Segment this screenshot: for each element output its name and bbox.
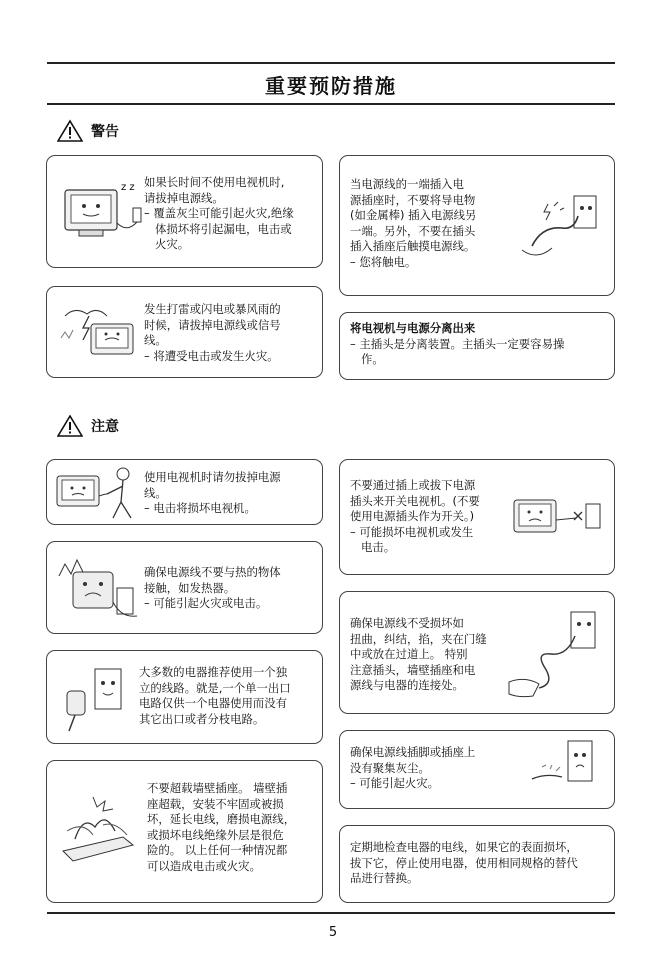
warning-box-thunderstorm (46, 286, 323, 378)
caution-2-line-3: – 可能引起火灾或电击。 (144, 596, 268, 610)
caution-3-line-4: 其它出口或者分枝电路。 (139, 711, 265, 726)
warning-1-line-3: – 覆盖灰尘可能引起火灾,绝缘 (144, 206, 294, 220)
warning-4-line-1: – 主插头是分离装置。主插头一定要容易操 (350, 336, 565, 351)
warning-box-unplug-long-time (46, 155, 323, 268)
caution-5-line-4: – 可能损坏电视机或发生 (350, 524, 474, 539)
warning-2-line-1: 发生打雷或闪电或暴风雨的 (144, 302, 281, 316)
caution-2-line-2: 接触，如发热器。 (144, 580, 236, 595)
caution-5-line-2: 插头来开关电视机。(不要 (350, 493, 480, 508)
warning-1-line-5: 火灾。 (155, 237, 190, 251)
caution-6-line-5: 源线与电器的连接处。 (350, 678, 464, 692)
caution-6-line-3: 中或放在过道上。 特别 (350, 647, 468, 661)
caution-8-line-2: 拔下它，停止使用电器，使用相同规格的替代 (350, 855, 578, 870)
warning-triangle-icon (57, 119, 83, 143)
caution-3-line-1: 大多数的电器推荐使用一个独 (139, 665, 288, 679)
caution-4-line-3: 坏，延长电线，磨损电源线， (147, 812, 296, 826)
plug-outlet-icon (55, 665, 135, 735)
warning-1-line-4: 体损坏将引起漏电，电击或 (155, 221, 292, 236)
caution-6-line-4: 注意插头，墙壁插座和电 (350, 662, 476, 677)
warning-3-line-3: (如金属棒) 插入电源线另 (350, 208, 477, 222)
warning-1-line-2: 请拔掉电源线。 (144, 190, 224, 205)
warning-3-line-4: 一端。另外，不要在插头 (350, 223, 476, 238)
warning-4-heading: 将电视机与电源分离出来 (350, 321, 476, 335)
hand-twisted-cord-icon (505, 606, 609, 702)
dusty-outlet-icon (522, 737, 602, 803)
warning-3-line-5: 插入插座后触摸电源线。 (350, 239, 476, 253)
warning-4-line-2: 作。 (361, 352, 384, 366)
bottom-rule (47, 912, 615, 914)
warning-2-line-2: 时候，请拔掉电源线或信号 (144, 317, 281, 332)
caution-label: 注意 (91, 419, 119, 435)
caution-box-dedicated-circuit (46, 650, 323, 744)
caution-8-line-1: 定期地检查电器的电线，如果它的表面损坏， (350, 840, 578, 854)
caution-5-line-3: 使用电源插头作为开关。) (350, 509, 475, 523)
caution-5-line-5: 电击。 (361, 540, 396, 554)
warning-3-line-6: – 您将触电。 (350, 254, 417, 269)
warning-1-line-1: 如果长时间不使用电视机时, (144, 175, 285, 189)
caution-4-line-6: 可以造成电击或火灾。 (147, 858, 261, 873)
caution-box-heat (46, 541, 323, 634)
caution-box-overload (46, 760, 323, 903)
page-title: 重要预防措施 (265, 74, 397, 98)
tv-lightning-icon (55, 302, 145, 367)
svg-text:z z: z z (121, 182, 135, 193)
warning-box-disconnect (339, 312, 615, 380)
plug-shock-icon (512, 186, 607, 266)
warning-2-line-4: – 将遭受电击或发生火灾。 (144, 348, 279, 363)
warning-heading (57, 119, 119, 143)
warning-3-line-1: 当电源线的一端插入电 (350, 177, 464, 191)
top-rule (47, 62, 615, 64)
caution-1-line-1: 使用电视机时请勿拔掉电源 (144, 470, 281, 484)
title-rule (47, 103, 615, 105)
caution-2-line-1: 确保电源线不要与热的物体 (144, 565, 281, 579)
page-number: 5 (328, 925, 338, 940)
caution-triangle-icon (57, 414, 83, 438)
warning-2-line-3: 线。 (144, 333, 167, 347)
caution-3-line-2: 立的线路。就是,一个单一出口 (139, 680, 291, 695)
caution-box-dust (339, 730, 615, 809)
caution-box-plug-as-switch (339, 459, 615, 575)
caution-8-line-3: 品进行替换。 (350, 871, 419, 885)
caution-4-line-1: 不要超载墙壁插座。 墙壁插 (147, 781, 288, 795)
warning-3-line-2: 源插座时，不要将导电物 (350, 192, 476, 207)
caution-3-line-3: 电路仅供一个电器使用而没有 (139, 696, 288, 710)
caution-6-line-2: 扭曲，纠结，掐，夹在门缝 (350, 631, 487, 646)
overloaded-power-strip-icon (53, 791, 145, 871)
caution-7-line-1: 确保电源线插脚或插座上 (350, 745, 476, 759)
warning-box-conductive-object (339, 155, 615, 296)
person-pulling-plug-icon (53, 464, 143, 522)
caution-7-line-3: – 可能引起火灾。 (350, 776, 440, 790)
caution-4-line-4: 或损坏电线绝缘外层是很危 (147, 827, 284, 842)
warning-label: 警告 (91, 124, 119, 140)
caution-4-line-5: 险的。 以上任何一种情况都 (147, 843, 288, 857)
caution-box-cord-damage (339, 591, 615, 714)
caution-5-line-1: 不要通过插上或拔下电源 (350, 478, 476, 492)
caution-box-do-not-unplug (46, 459, 323, 525)
caution-heading (57, 414, 119, 438)
caution-4-line-2: 座超载，安装不牢固或被损 (147, 796, 284, 811)
sad-tv-plug-icon (510, 490, 606, 550)
caution-7-line-2: 没有聚集灰尘。 (350, 760, 430, 775)
caution-6-line-1: 确保电源线不受损坏如 (350, 616, 464, 630)
cord-heater-icon (51, 550, 143, 628)
caution-1-line-2: 线。 (144, 485, 167, 500)
caution-box-inspect-cord (339, 825, 615, 903)
caution-1-line-3: – 电击将损坏电视机。 (144, 501, 256, 515)
